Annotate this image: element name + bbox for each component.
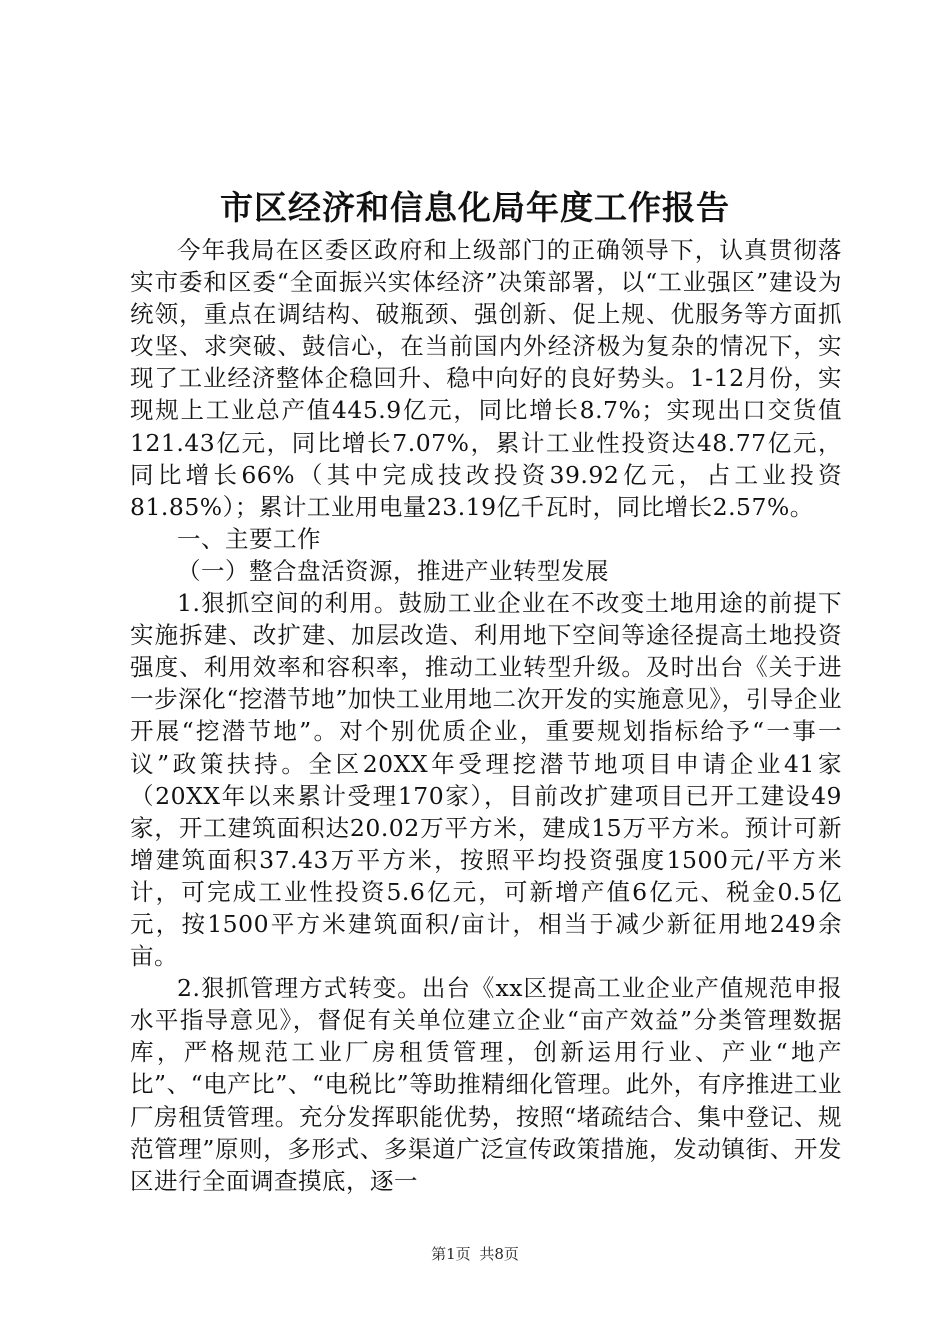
paragraph-intro: 今年我局在区委区政府和上级部门的正确领导下，认真贯彻落实市委和区委“全面振兴实体经济”决策部署，以“工业强区”建设为统领，重点在调结构、破瓶颈、强创新、促上规、优服务等方面抓攻坚、求突破、鼓信心，在当前国内外经济极为复杂的情况下，实现了工业经济整体企稳回升、稳中向好的良好势头。1-12月份，实现规上工业总产值445.9亿元，同比增长8.7%；实现出口交货值121.43亿元，同比增长7.07%，累计工业性投资达48.77亿元，同比增长66%（其中完成技改投资39.92亿元，占工业投资81.85%）；累计工业用电量23.19亿千瓦时，同比增长2.57%。 — [130, 236, 842, 521]
paragraph-item-1: 1.狠抓空间的利用。鼓励工业企业在不改变土地用途的前提下实施拆建、改扩建、加层改造、利用地下空间等途径提高土地投资强度、利用效率和容积率，推动工业转型升级。及时出台《关于进一步深化“挖潜节地”加快工业用地二次开发的实施意见》，引导企业开展“挖潜节地”。对个别优质企业，重要规划指标给予“一事一议”政策扶持。全区20XX年受理挖潜节地项目申请企业41家（20XX年以来累计受理170家），目前改扩建项目已开工建设49家，开工建筑面积达20.02万平方米，建成15万平方米。预计可新增建筑面积37.43万平方米，按照平均投资强度1500元/平方米计，可完成工业性投资5.6亿元，可新增产值6亿元、税金0.5亿元，按1500平方米建筑面积/亩计，相当于减少新征用地249余亩。 — [130, 589, 842, 971]
document-title: 市区经济和信息化局年度工作报告 — [220, 188, 730, 227]
subsection-heading-1: （一）整合盘活资源，推进产业转型发展 — [177, 556, 609, 585]
paragraph-item-2: 2.狠抓管理方式转变。出台《xx区提高工业企业产值规范申报水平指导意见》，督促有关单位建立企业“亩产效益”分类管理数据库，严格规范工业厂房租赁管理，创新运用行业、产业“地产比”、“电产比”、“电税比”等助推精细化管理。此外，有序推进工业厂房租赁管理。充分发挥职能优势，按照“堵疏结合、集中登记、规范管理”原则，多形式、多渠道广泛宣传政策措施，发动镇街、开发区进行全面调查摸底，逐一 — [130, 974, 842, 1195]
document-body — [130, 234, 842, 1197]
section-heading-main-work: 一、主要工作 — [177, 524, 321, 553]
page-number: 第1页 — [431, 1245, 471, 1263]
page-total: 共8页 — [479, 1245, 519, 1263]
page-footer — [0, 1244, 950, 1264]
